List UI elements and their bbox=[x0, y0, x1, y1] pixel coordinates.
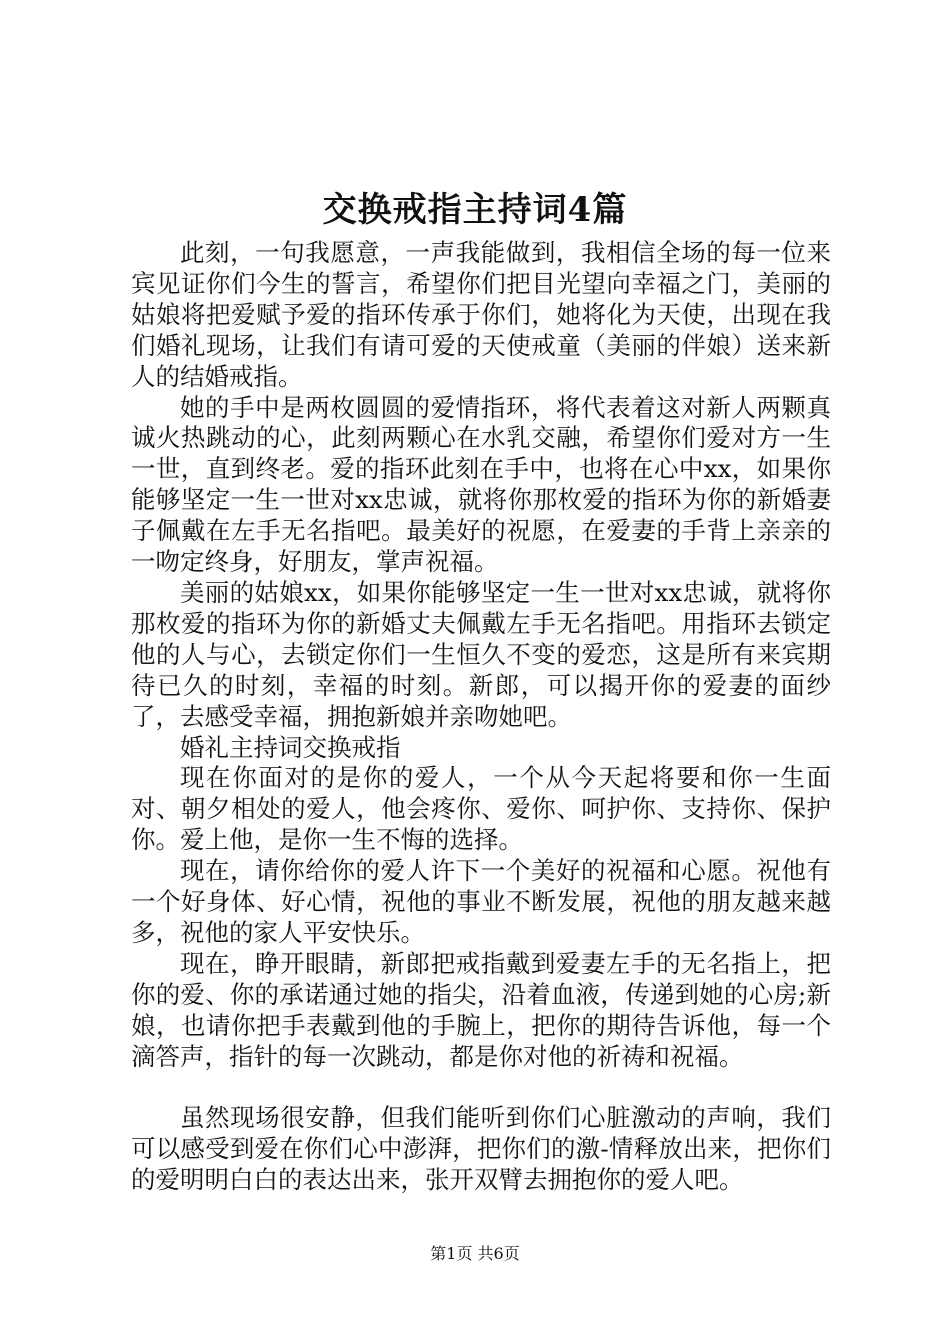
paragraph: 美丽的姑娘xx，如果你能够坚定一生一世对xx忠诚，就将你那枚爱的指环为你的新婚丈夫佩戴左手无名指吧。用指环去锁定他的人与心，去锁定你们一生恒久不变的爱恋，这是所有来宾期待已久的时刻，幸福的时刻。新郎，可以揭开你的爱妻的面纱了，去感受幸福，拥抱新娘并亲吻她吧。 bbox=[131, 577, 831, 731]
document-title: 交换戒指主持词4篇 bbox=[322, 190, 628, 230]
paragraph: 虽然现场很安静，但我们能听到你们心脏激动的声响，我们可以感受到爱在你们心中澎湃，把你们的激-情释放出来，把你们的爱明明白白的表达出来，张开双臂去拥抱你的爱人吧。 bbox=[131, 1103, 831, 1195]
paragraph-gap bbox=[131, 1072, 831, 1103]
paragraph: 她的手中是两枚圆圆的爱情指环，将代表着这对新人两颗真诚火热跳动的心，此刻两颗心在水乳交融，希望你们爱对方一生一世，直到终老。爱的指环此刻在手中，也将在心中xx，如果你能够坚定一生一世对xx忠诚，就将你那枚爱的指环为你的新婚妻子佩戴在左手无名指吧。最美好的祝愿，在爱妻的手背上亲亲的一吻定终身，好朋友，掌声祝福。 bbox=[131, 392, 831, 577]
paragraph: 现在，睁开眼睛，新郎把戒指戴到爱妻左手的无名指上，把你的爱、你的承诺通过她的指尖，沿着血液，传递到她的心房;新娘，也请你把手表戴到他的手腕上，把你的期待告诉他，每一个滴答声，指针的每一次跳动，都是你对他的祈祷和祝福。 bbox=[131, 948, 831, 1071]
page-number-footer: 第1页 共6页 bbox=[430, 1244, 520, 1263]
paragraph: 现在，请你给你的爱人许下一个美好的祝福和心愿。祝他有一个好身体、好心情，祝他的事业不断发展，祝他的朋友越来越多，祝他的家人平安快乐。 bbox=[131, 856, 831, 947]
paragraph: 此刻，一句我愿意，一声我能做到，我相信全场的每一位来宾见证你们今生的誓言，希望你们把目光望向幸福之门，美丽的姑娘将把爱赋予爱的指环传承于你们，她将化为天使，出现在我们婚礼现场，让我们有请可爱的天使戒童（美丽的伴娘）送来新人的结婚戒指。 bbox=[131, 238, 831, 391]
paragraph: 现在你面对的是你的爱人，一个从今天起将要和你一生面对、朝夕相处的爱人，他会疼你、爱你、呵护你、支持你、保护你。爱上他，是你一生不悔的选择。 bbox=[131, 763, 831, 855]
section-heading: 婚礼主持词交换戒指 bbox=[180, 732, 401, 762]
document-body bbox=[131, 238, 831, 1196]
